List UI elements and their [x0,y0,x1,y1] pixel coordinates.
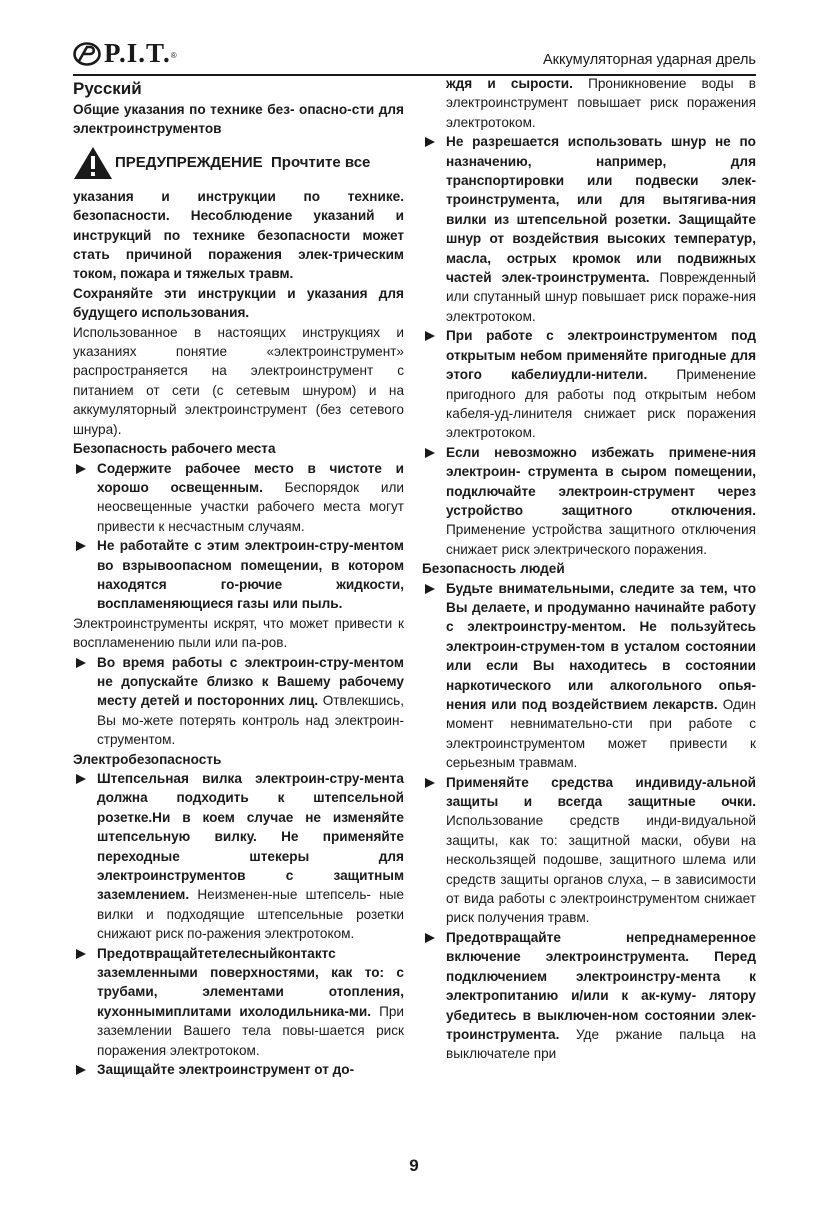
language-title: Русский [73,79,142,98]
list-item [73,769,404,944]
list-item-text: Беспорядок или неосвещенные участки рабочего места могут привести к несчастным случаям. [97,479,404,534]
list-item-text: Отвлекшись, Вы мо-жете потерять контроль над электроин-струментом. [97,693,404,748]
list-item [73,944,404,1060]
list-item-text: Проникновение воды в электроинструмент повышает риск поражения электротоком. [446,76,757,130]
list-item [422,326,756,442]
brand-logo [73,38,177,69]
left-column [73,74,404,1080]
page-number: 9 [409,1156,419,1175]
list-item [73,653,404,750]
warning-tail: Прочтите все [271,154,371,172]
list-item [422,132,756,326]
personal-safety-title: Безопасность людей [422,561,565,577]
list-item-text: Неизменен-ные штепсель- ные вилки и подходящие штепсельные розетки снижают риск по-ражения электротоком. [97,887,404,942]
keep-instructions-text: Сохраняйте эти инструкции и указания для будущего использования. [73,285,404,321]
list-item [73,1060,404,1079]
list-item [422,773,756,928]
list-item-bold: ждя и сырости. [446,76,573,91]
product-name: Аккумуляторная ударная дрель [543,52,756,68]
list-item-text: Поврежденный или спутанный шнур повышает риск пораже-ния электротоком. [446,270,756,324]
sparks-text: Электроинструменты искрят, что может привести к воспламенению пыли или па-ров. [73,615,404,651]
list-item-bold: Во время работы с электроин-стру-ментом не допускайте близко к Вашему рабочему месту детей и посторонних лиц. [97,654,404,709]
warning-label: ПРЕДУПРЕЖДЕНИЕ [115,154,263,172]
list-item [73,536,404,614]
list-item-bold: Если невозможно избежать примене-ния электроин- струмента в сыром помещении, подключайте электроин-струмент через устройство защитного отключения. [446,444,756,518]
list-item-bold: При работе с электроинструментом под открытым небом применяйте пригодные для этого кабелиудли-нители. [446,328,756,383]
warning-triangle-icon [73,146,113,180]
list-item-text: Уде ржание пальца на выключателе при [446,1026,756,1062]
pit-logo-icon [73,42,101,66]
list-item-bold: Содержите рабочее место в чистоте и хорошо освещенным. [97,460,404,495]
list-item-text: При заземлении Вашего тела повы-шается риск поражения электротоком. [97,1003,405,1058]
list-item-bold: Не работайте с этим электроин-стру-ментом во взрывоопасном помещении, в котором находятся го-рючие жидкости, воспламеняющиеся газы или пыль. [97,538,404,612]
list-item-text: Применение пригодного для работы под открытым небом кабеля-уд-линителя снижает риск поражения электротоком. [446,367,756,441]
term-definition-text: Использованное в настоящих инструкциях и указаниях понятие «электроинструмент» распространяется на электроинструмент с питанием от сети (с сетевым шнуром) и на аккумуляторный электроинструмент (без сетевого шнура). [73,324,404,437]
list-item-bold: Предотвращайтетелесныйконтактс заземленными поверхностями, как то: с трубами, элементами отопления, кухоннымиплитами ихолодильника-ми. [97,945,404,1019]
warning-heading [73,146,404,180]
general-safety-title: Общие указания по технике без- опасно-сти для электроинструментов [73,102,404,137]
workplace-safety-title: Безопасность рабочего места [73,441,276,457]
page-header [73,28,756,76]
list-item-bold: Применяйте средства индивиду-альной защиты и всегда защитные очки. [446,774,756,810]
list-item-bold: Предотвращайте непреднамеренное включение электроинструмента. Перед подключением электроинстру-мента к электропитанию и/или к ак-куму- лятору убедитесь в выключен-ном состоянии элек-троинструмента. [446,929,756,1042]
warning-text: указания и инструкции по технике. безопасности. Несоблюдение указаний и инструкций по технике безопасности может стать причиной поражения элек-трическим током, пожара и тяжелых травм. [73,188,404,282]
list-item-bold: Не разрешается использовать шнур не по назначению, например, для транспортировки или подвески элек-троинструмента, или для вытягива-ния вилки из штепсельной розетки. Защищайте шнур от воздействия высоких температур, масла, острых кромок или подвижных частей элек-троинструмента. [446,134,756,286]
list-item-continuation [422,74,756,132]
list-item [73,459,404,537]
list-item-bold: Защищайте электроинструмент от до- [97,1062,355,1078]
list-item-text: Применение устройства защитного отключения снижает риск электрического поражения. [446,522,756,557]
right-column [422,74,756,1064]
list-item-bold: Штепсельная вилка электроин-стру-мента должна подходить к штепсельной розетке.Ни в коем случае не изменяйте штепсельную вилку. Не применяйте переходные штекеры для электроинструментов с защитным заземлением. [97,771,404,903]
electrical-safety-title: Электробезопасность [73,751,222,767]
list-item-bold: Будьте внимательными, следите за тем, что Вы делаете, и продуманно начинайте работу с электроинстру-ментом. Не пользуйтесь электроин-струмен-том в усталом состоянии или если Вы находитесь в состоянии наркотического или алкогольного опья-нения или под воздействием лекарств. [446,580,756,712]
list-item [422,928,756,1064]
registered-mark: ® [170,51,177,60]
list-item-text: Использование средств инди-видуальной защиты, как то: защитной маски, обуви на нескользящей подошве, защитного шлема или средств защиты органов слуха, – в зависимости от вида работы с электроинструментом снижает риск получения травм. [446,813,756,926]
list-item [422,579,756,773]
list-item-text: Один момент невнимательно-сти при работе с электроинструментом может привести к серьезным травмам. [446,697,757,771]
list-item [422,443,756,559]
brand-name: P.I.T. [104,38,171,68]
